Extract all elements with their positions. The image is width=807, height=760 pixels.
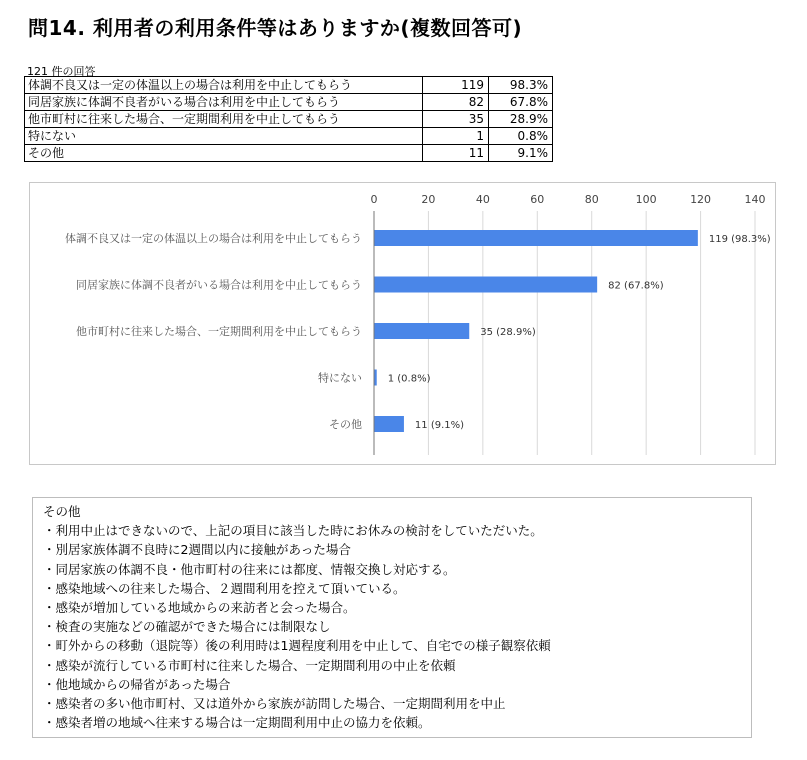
data-label: 11 (9.1%) bbox=[414, 420, 465, 431]
table-row bbox=[25, 94, 553, 111]
x-tick-label: 40 bbox=[475, 193, 490, 206]
table-cell-count: 119 bbox=[423, 77, 489, 94]
table-cell-percent: 0.8% bbox=[489, 128, 553, 145]
data-label: 119 (98.3%) bbox=[708, 234, 771, 245]
table-cell-percent: 67.8% bbox=[489, 94, 553, 111]
response-count: 121 件の回答 bbox=[27, 65, 96, 78]
bar bbox=[374, 230, 698, 246]
bar-chart bbox=[29, 182, 776, 465]
x-tick-label: 140 bbox=[744, 193, 766, 206]
table-cell-percent: 28.9% bbox=[489, 111, 553, 128]
bar bbox=[374, 416, 404, 432]
x-tick-label: 20 bbox=[421, 193, 436, 206]
category-label: 同居家族に体調不良者がいる場合は利用を中止してもらう bbox=[76, 278, 362, 292]
x-tick-label: 120 bbox=[690, 193, 712, 206]
other-response-item: ・別居家族体調不良時に2週間以内に接触があった場合 bbox=[43, 542, 351, 558]
bar bbox=[374, 323, 469, 339]
table-cell-label: 体調不良又は一定の体温以上の場合は利用を中止してもらう bbox=[25, 77, 423, 94]
category-label: その他 bbox=[329, 418, 362, 431]
table-cell-label: 特にない bbox=[25, 128, 423, 145]
data-label: 35 (28.9%) bbox=[480, 327, 536, 338]
table-cell-label: 同居家族に体調不良者がいる場合は利用を中止してもらう bbox=[25, 94, 423, 111]
summary-table bbox=[24, 76, 553, 162]
table-row bbox=[25, 77, 553, 94]
data-label: 82 (67.8%) bbox=[608, 280, 664, 292]
table-row bbox=[25, 145, 553, 162]
table-row bbox=[25, 111, 553, 128]
other-response-item: ・利用中止はできないので、上記の項目に該当した時にお休みの検討をしていただいた。 bbox=[43, 523, 543, 539]
category-label: 体調不良又は一定の体温以上の場合は利用を中止してもらう bbox=[65, 232, 362, 245]
bar-chart-svg bbox=[30, 183, 775, 464]
other-responses-box bbox=[32, 497, 752, 738]
data-label: 1 (0.8%) bbox=[387, 373, 431, 385]
table-cell-count: 82 bbox=[423, 94, 489, 111]
other-response-item: ・感染が増加している地域からの来訪者と会った場合。 bbox=[43, 600, 356, 616]
other-response-item: ・同居家族の体調不良・他市町村の往来には都度、情報交換し対応する。 bbox=[43, 561, 456, 577]
other-response-item: ・感染者増の地域へ往来する場合は一定期間利用中止の協力を依頼。 bbox=[43, 715, 431, 731]
other-response-item: ・感染が流行している市町村に往来した場合、一定期間利用の中止を依頼 bbox=[43, 657, 456, 673]
table-cell-percent: 9.1% bbox=[489, 145, 553, 162]
table-cell-count: 1 bbox=[423, 128, 489, 145]
other-response-item: ・他地域からの帰省があった場合 bbox=[43, 676, 231, 692]
x-tick-label: 80 bbox=[584, 193, 599, 206]
other-response-item: ・検査の実施などの確認ができた場合には制限なし bbox=[43, 619, 331, 635]
table-cell-label: 他市町村に往来した場合、一定期間利用を中止してもらう bbox=[25, 111, 423, 128]
x-tick-label: 60 bbox=[530, 193, 545, 206]
bar bbox=[374, 277, 597, 293]
table-cell-count: 11 bbox=[423, 145, 489, 162]
other-response-item: ・感染者の多い他市町村、又は道外から家族が訪問した場合、一定期間利用を中止 bbox=[43, 696, 506, 712]
x-tick-label: 100 bbox=[635, 193, 657, 206]
other-response-item: ・感染地域への往来した場合、２週間利用を控えて頂いている。 bbox=[43, 580, 406, 596]
other-response-item: ・町外からの移動（退院等）後の利用時は1週程度利用を中止して、自宅での様子観察依頼 bbox=[43, 638, 551, 654]
table-cell-label: その他 bbox=[25, 145, 423, 162]
table-cell-percent: 98.3% bbox=[489, 77, 553, 94]
table-row bbox=[25, 128, 553, 145]
category-label: 他市町村に往来した場合、一定期間利用を中止してもらう bbox=[76, 325, 362, 338]
x-tick-label: 0 bbox=[370, 193, 378, 206]
page-title: 問14. 利用者の利用条件等はありますか(複数回答可) bbox=[28, 16, 523, 40]
other-responses-heading: その他 bbox=[43, 504, 81, 519]
category-label: 特にない bbox=[318, 371, 362, 385]
table-cell-count: 35 bbox=[423, 111, 489, 128]
